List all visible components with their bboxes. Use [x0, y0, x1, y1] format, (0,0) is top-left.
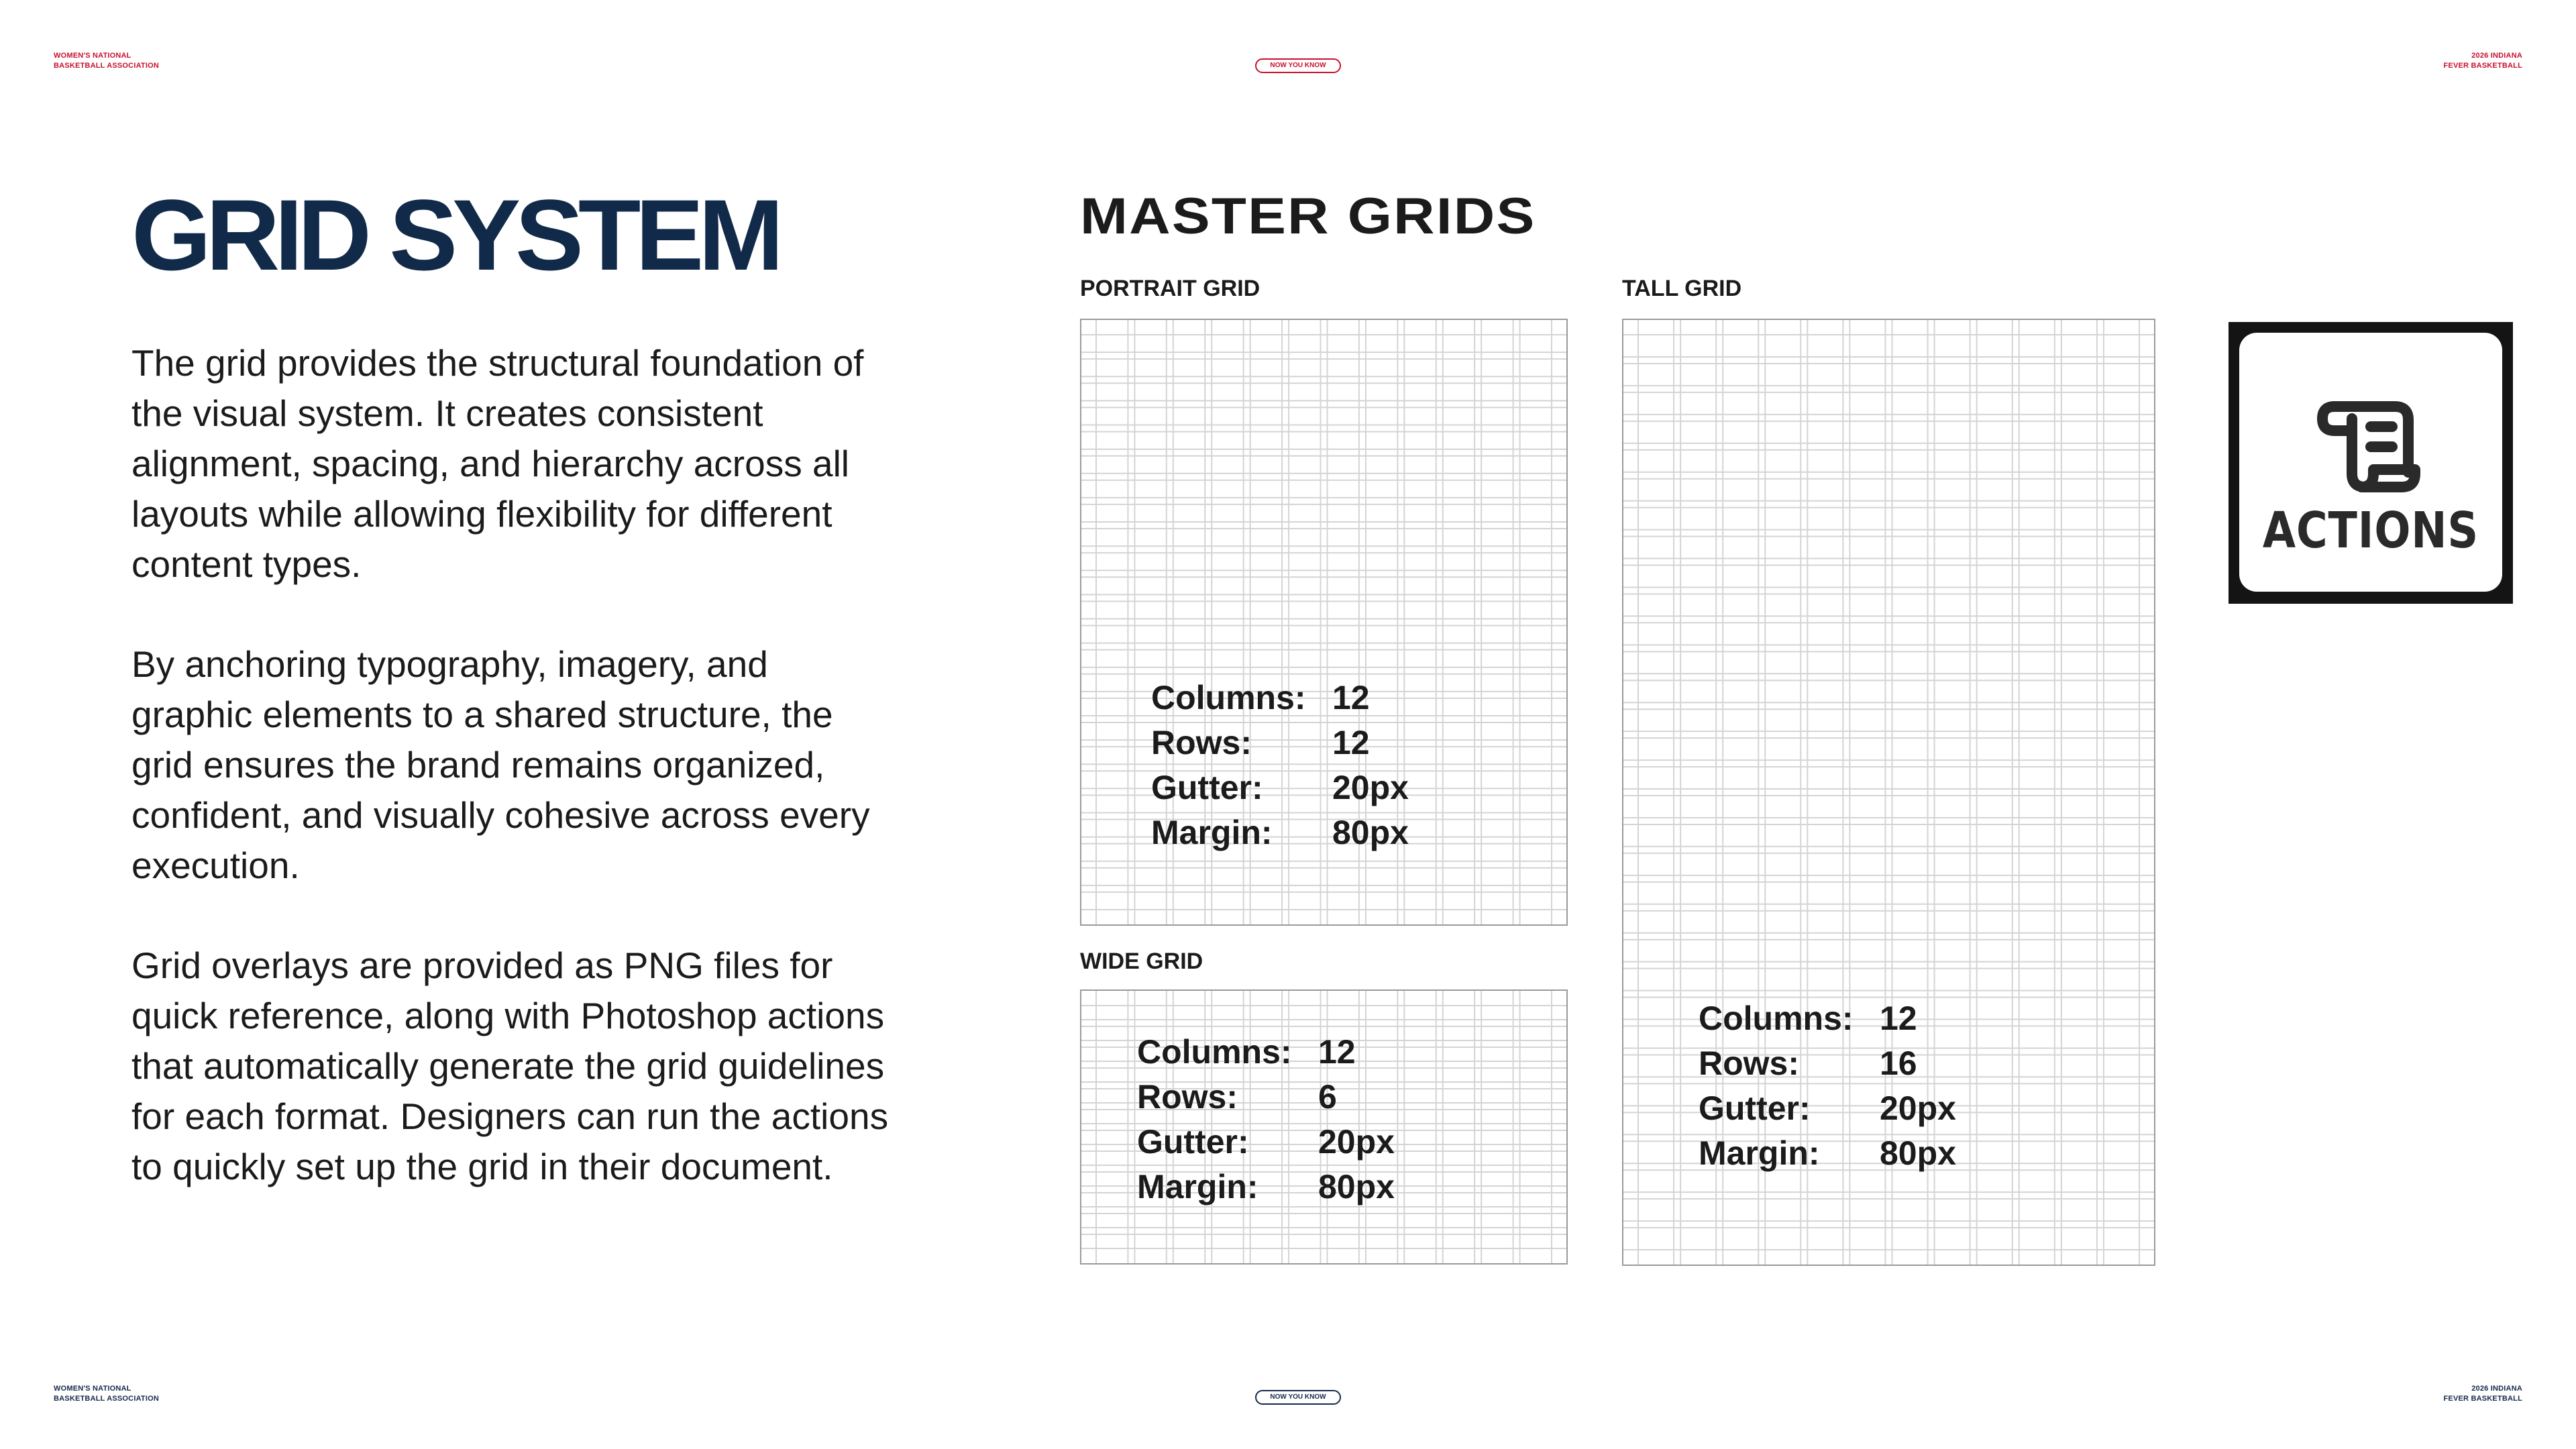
spec-key: Gutter: [1137, 1123, 1249, 1161]
spec-row [1699, 1131, 1956, 1176]
spec-value: 20px [1332, 769, 1409, 806]
spec-value: 80px [1880, 1134, 1956, 1172]
footer-left-line-1: WOMEN'S NATIONAL [54, 1385, 131, 1393]
spec-value: 16 [1880, 1044, 1917, 1082]
spec-row [1151, 720, 1409, 765]
spec-row [1151, 765, 1409, 810]
spec-value: 12 [1332, 724, 1370, 761]
page-title: GRID SYSTEM [131, 178, 779, 291]
spec-value: 20px [1318, 1123, 1395, 1161]
spec-key: Gutter: [1151, 769, 1263, 806]
actions-label: ACTIONS [2262, 502, 2479, 559]
actions-icon-inner [2239, 333, 2502, 592]
wide-grid-label: WIDE GRID [1080, 949, 1203, 974]
spec-value: 6 [1318, 1078, 1337, 1116]
portrait-grid-preview [1080, 319, 1568, 926]
section-heading: MASTER GRIDS [1080, 188, 1536, 245]
header-center-pill: NOW YOU KNOW [1255, 58, 1341, 73]
spec-value: 80px [1318, 1168, 1395, 1205]
footer-right-line-2: FEVER BASKETBALL [2443, 1395, 2522, 1403]
spec-key: Margin: [1137, 1168, 1258, 1205]
header-right-line-1: 2026 INDIANA [2471, 52, 2522, 60]
spec-key: Margin: [1699, 1134, 1820, 1172]
spec-row [1151, 676, 1409, 720]
spec-value: 12 [1880, 1000, 1917, 1037]
spec-value: 12 [1332, 679, 1370, 716]
footer-right [2444, 1384, 2522, 1404]
spec-row [1699, 1086, 1956, 1131]
spec-key: Margin: [1151, 814, 1273, 851]
spec-key: Rows: [1699, 1044, 1799, 1082]
spec-key: Columns: [1699, 1000, 1854, 1037]
spec-row [1151, 810, 1409, 855]
scroll-icon [2314, 392, 2428, 499]
tall-grid-specs [1699, 996, 1956, 1176]
portrait-grid-specs [1151, 676, 1409, 855]
wide-grid-preview [1080, 989, 1568, 1265]
spec-value: 20px [1880, 1089, 1956, 1127]
spec-key: Columns: [1151, 679, 1306, 716]
spec-row [1137, 1165, 1395, 1210]
tall-grid-preview [1622, 319, 2155, 1266]
spec-key: Columns: [1137, 1033, 1292, 1071]
footer-left-line-2: BASKETBALL ASSOCIATION [54, 1395, 159, 1403]
body-paragraph-3: Grid overlays are provided as PNG files for quick reference, along with Photoshop actions that automatically generate the grid guidelines for each format. Designers can run the actions to quickly set up the grid in their document. [131, 945, 889, 1187]
body-paragraph-2: By anchoring typography, imagery, and graphic elements to a shared structure, the grid ensures the brand remains organized, confident, and visually cohesive across every execution. [131, 643, 870, 886]
header-right-line-2: FEVER BASKETBALL [2443, 62, 2522, 70]
spec-row [1137, 1120, 1395, 1165]
spec-value: 12 [1318, 1033, 1356, 1071]
footer-left [54, 1384, 159, 1404]
portrait-grid-label: PORTRAIT GRID [1080, 276, 1260, 301]
header-left [54, 51, 159, 71]
spec-key: Rows: [1151, 724, 1252, 761]
tall-grid-label: TALL GRID [1622, 276, 1742, 301]
spec-row [1137, 1030, 1395, 1075]
actions-icon-tile [2229, 322, 2513, 604]
footer-center-pill: NOW YOU KNOW [1255, 1390, 1341, 1405]
spec-row [1137, 1075, 1395, 1120]
header-left-line-2: BASKETBALL ASSOCIATION [54, 62, 159, 70]
header-right [2444, 51, 2522, 71]
body-paragraph-1: The grid provides the structural foundation of the visual system. It creates consistent alignment, spacing, and hierarchy across all layouts while allowing flexibility for different content types. [131, 342, 864, 585]
footer-right-line-1: 2026 INDIANA [2471, 1385, 2522, 1393]
spec-row [1699, 1041, 1956, 1086]
spec-row [1699, 996, 1956, 1041]
wide-grid-specs [1137, 1030, 1395, 1210]
spec-value: 80px [1332, 814, 1409, 851]
spec-key: Gutter: [1699, 1089, 1811, 1127]
spec-key: Rows: [1137, 1078, 1238, 1116]
header-left-line-1: WOMEN'S NATIONAL [54, 52, 131, 60]
